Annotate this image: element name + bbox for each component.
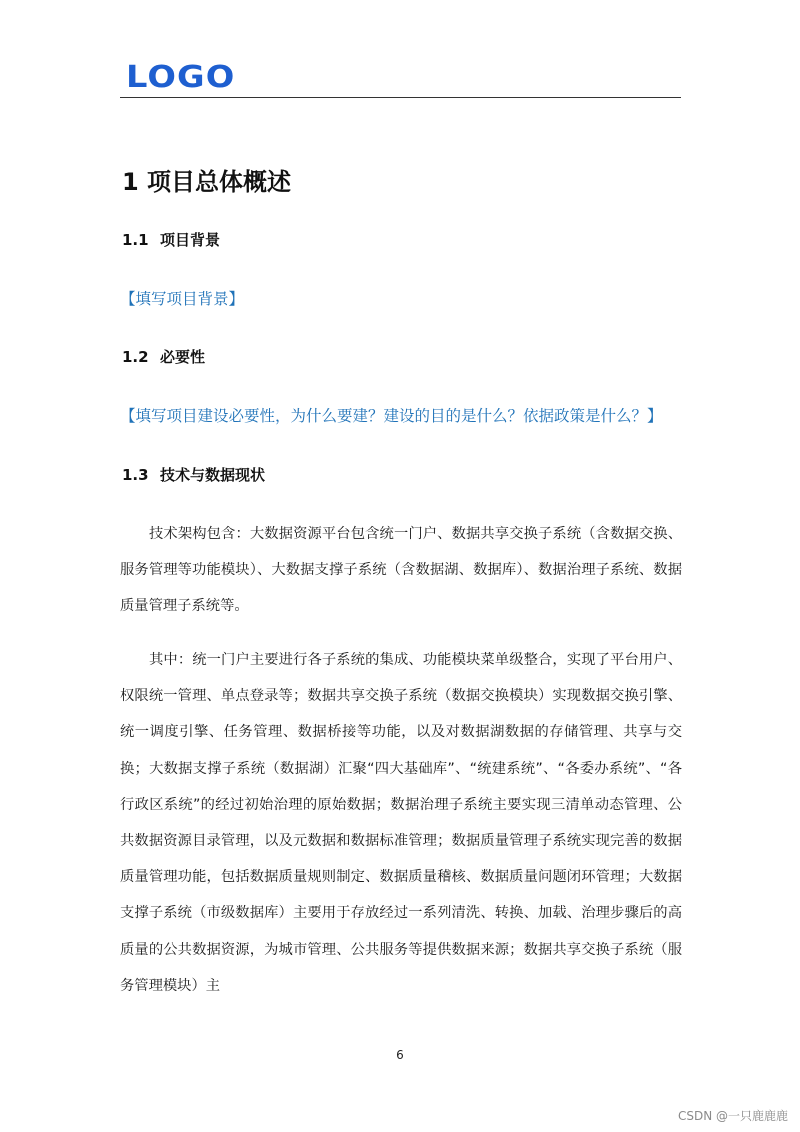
body-paragraph-details: 其中：统一门户主要进行各子系统的集成、功能模块菜单级整合，实现了平台用户、权限统一管理、单点登录等；数据共享交换子系统（数据交换模块）实现数据交换引擎、统一调度引擎、任务管理、数据桥接等功能，以及对数据湖数据的存储管理、共享与交换；大数据支撑子系统（数据湖）汇聚“四大基础库”、“统建系统”、“各委办系统”、“各行政区系统”的经过初始治理的原始数据；数据治理子系统主要实现三清单动态管理、公共数据资源目录管理，以及元数据和数据标准管理；数据质量管理子系统实现完善的数据质量管理功能，包括数据质量规则制定、数据质量稽核、数据质量问题闭环管理；大数据支撑子系统（市级数据库）主要用于存放经过一系列清洗、转换、加载、治理步骤后的高质量的公共数据资源，为城市管理、公共服务等提供数据来源；数据共享交换子系统（服务管理模块）主 [120, 652, 682, 994]
section-title: 必要性 [160, 348, 206, 366]
section-title: 项目背景 [160, 231, 221, 249]
necessity-placeholder: 【填写项目建设必要性，为什么要建？建设的目的是什么？依据政策是什么？】 [120, 407, 663, 425]
section-title: 技术与数据现状 [160, 466, 266, 484]
section-heading-status [122, 464, 265, 485]
section-number: 1.1 [122, 231, 149, 249]
section-number: 1.3 [122, 466, 149, 484]
background-placeholder: 【填写项目背景】 [120, 290, 245, 308]
section-number: 1.2 [122, 348, 149, 366]
section-heading-background [122, 229, 220, 250]
body-paragraph-architecture: 技术架构包含：大数据资源平台包含统一门户、数据共享交换子系统（含数据交换、服务管理等功能模块）、大数据支撑子系统（含数据湖、数据库）、数据治理子系统、数据质量管理子系统等。 [120, 526, 682, 615]
company-logo: LOGO [126, 60, 236, 95]
chapter-heading: 1 项目总体概述 [122, 168, 292, 196]
section-heading-necessity [122, 346, 205, 367]
page-number: 6 [396, 1048, 404, 1062]
watermark: CSDN @一只鹿鹿鹿 [677, 1109, 788, 1123]
header-divider [120, 97, 681, 98]
